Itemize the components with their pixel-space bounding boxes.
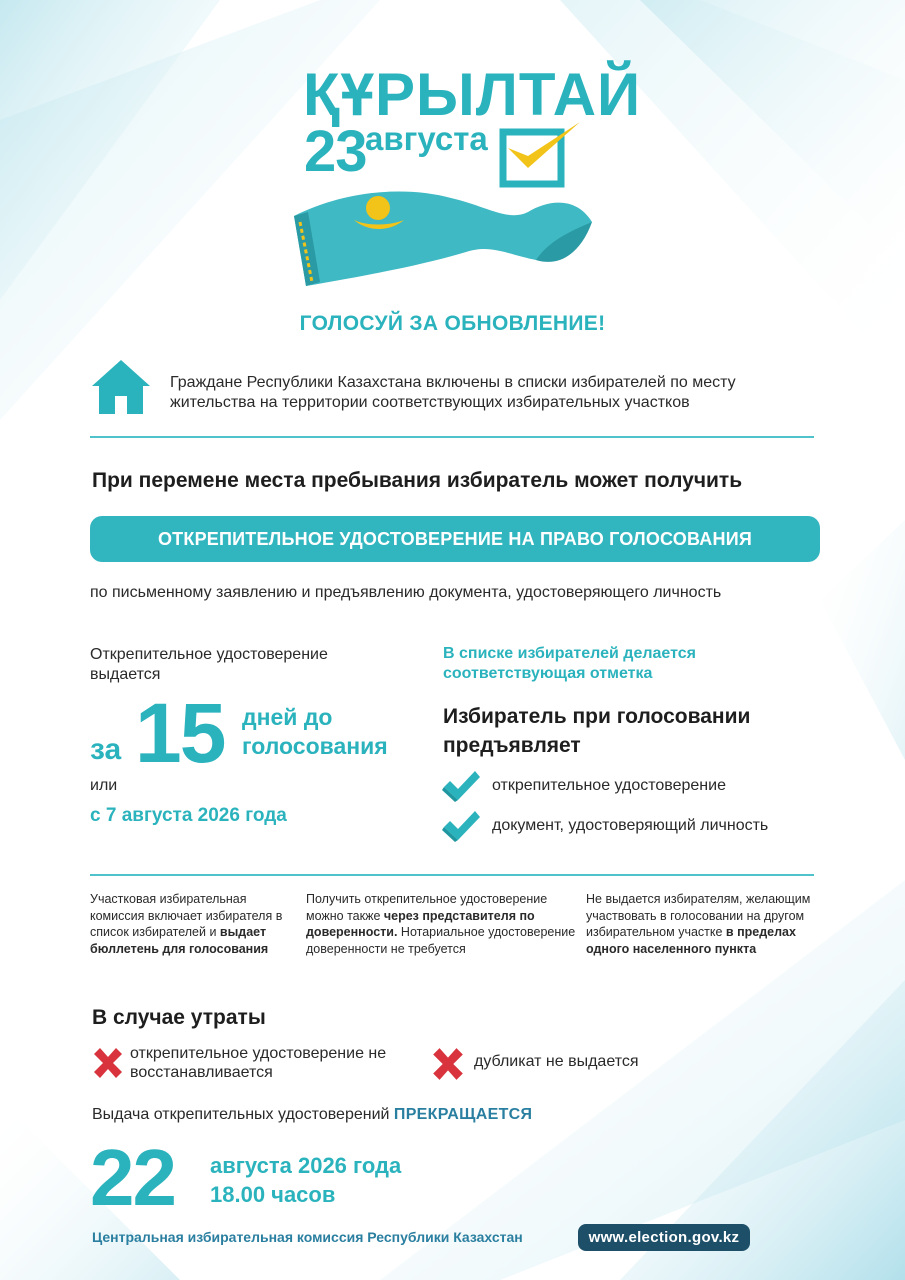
divider — [90, 436, 814, 438]
check-icon — [441, 808, 481, 844]
column-text: Нотариальное удостоверение доверенности не требуется — [306, 925, 576, 956]
loss-item-1: открепительное удостоверение не восстанавливается — [130, 1045, 387, 1081]
loss-heading: В случае утраты — [92, 1006, 266, 1029]
issue-or: или — [90, 777, 118, 794]
voter-item: документ, удостоверяющий личность — [492, 817, 769, 834]
check-icon — [441, 768, 481, 804]
certificate-condition: по письменному заявлению и предъявлению документа, удостоверяющего личность — [90, 584, 722, 601]
logo-month: августа — [365, 120, 488, 157]
column-text: Не выдается избирателям, желающим участвовать в голосовании на другом избирательном участке — [586, 892, 811, 939]
cross-icon — [92, 1046, 124, 1080]
logo-day: 23 — [304, 119, 367, 184]
checkbox-icon — [498, 116, 582, 188]
footer-org: Центральная избирательная комиссия Республики Казахстан — [92, 1229, 523, 1245]
loss-item-2: дубликат не выдается — [474, 1053, 639, 1070]
column-text: Участковая избирательная комиссия включает избирателя в список избирателей и — [90, 892, 283, 939]
stop-emphasis: ПРЕКРАЩАЕТСЯ — [393, 1106, 533, 1123]
info-column-2 — [306, 891, 576, 957]
certificate-headline: При перемене места пребывания избиратель может получить — [92, 469, 743, 492]
column-text: Получить открепительное удостоверение можно также — [306, 892, 548, 923]
info-column-3 — [586, 891, 826, 957]
stop-line — [92, 1106, 532, 1124]
info-column-1 — [90, 891, 290, 957]
certificate-pill: ОТКРЕПИТЕЛЬНОЕ УДОСТОВЕРЕНИЕ НА ПРАВО ГОЛОСОВАНИЯ — [90, 516, 820, 562]
column-bold-text: выдает бюллетень для голосования — [90, 925, 269, 956]
stop-text: Выдача открепительных удостоверений — [92, 1106, 394, 1123]
column-bold-text: через представителя по доверенности. — [306, 908, 535, 939]
issue-prefix: за — [90, 733, 122, 766]
slogan: ГОЛОСУЙ ЗА ОБНОВЛЕНИЕ! — [299, 312, 606, 335]
stop-day: 22 — [90, 1133, 175, 1222]
issue-intro: Открепительное удостоверение выдается — [90, 646, 328, 683]
intro-text: Граждане Республики Казахстана включены в списки избирателей по месту жительства на территории соответствующих избирательных участков — [170, 374, 736, 411]
stop-datetime — [210, 1151, 401, 1209]
issue-date: с 7 августа 2026 года — [90, 805, 287, 826]
stop-date: августа 2026 года — [210, 1153, 402, 1178]
stop-time: 18.00 часов — [210, 1182, 336, 1207]
issue-days-number: 15 — [135, 686, 225, 780]
divider — [90, 874, 814, 876]
footer-url[interactable]: www.election.gov.kz — [578, 1224, 750, 1251]
flag-ribbon — [286, 182, 596, 292]
column-bold-text: в пределах одного населенного пункта — [586, 925, 796, 956]
voter-heading: Избиратель при голосовании предъявляет — [443, 705, 751, 757]
voter-item: открепительное удостоверение — [492, 777, 726, 794]
voter-note: В списке избирателей делается соответствующая отметка — [443, 645, 696, 682]
house-icon — [90, 358, 152, 416]
cross-icon — [431, 1046, 465, 1082]
logo-title: ҚҰРЫЛТАЙ — [303, 61, 642, 128]
issue-days-text: дней до голосования — [242, 704, 388, 759]
